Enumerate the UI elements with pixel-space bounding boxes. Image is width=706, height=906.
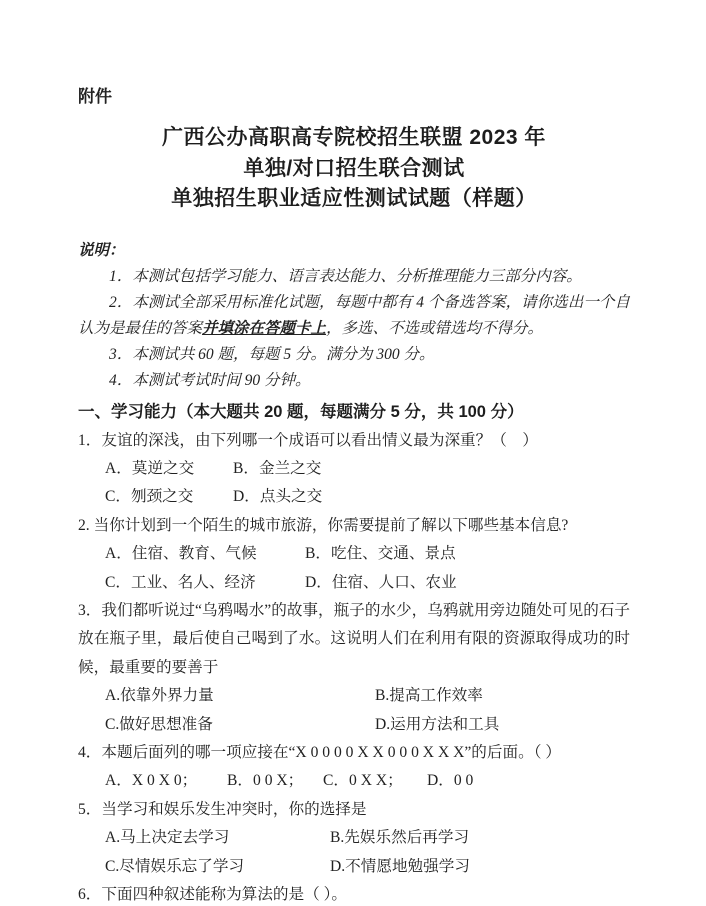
- question-4-options-row: [105, 767, 630, 795]
- question-3-options-row-1: [105, 682, 630, 710]
- question-1-option-a: A．莫逆之交: [105, 459, 195, 477]
- question-4-option-a: A．X 0 X 0；: [105, 772, 198, 790]
- instruction-item-2-emphasis: 并填涂在答题卡上: [202, 319, 327, 337]
- instructions-section: [78, 238, 630, 394]
- question-5-option-d: D.不情愿地勉强学习: [330, 857, 470, 875]
- question-1-option-d: D．点头之交: [233, 488, 323, 506]
- question-5-stem: 5．当学习和娱乐发生冲突时，你的选择是: [78, 800, 367, 818]
- question-1-option-c: C．刎颈之交: [105, 488, 194, 506]
- instructions-heading: 说明：: [78, 241, 125, 259]
- question-4: [78, 739, 630, 796]
- question-5-options-row-2: [105, 853, 630, 881]
- question-3-options-row-2: [105, 711, 630, 739]
- section-1-heading: 一、学习能力（本大题共 20 题，每题满分 5 分，共 100 分）: [78, 402, 524, 421]
- question-6-stem: 6．下面四种叙述能称为算法的是（ ）。: [78, 886, 347, 903]
- questions-list: [78, 427, 630, 906]
- question-2: [78, 512, 630, 597]
- question-3-option-b: B.提高工作效率: [375, 687, 483, 705]
- question-3-option-c: C.做好思想准备: [105, 715, 213, 733]
- question-3: [78, 597, 630, 739]
- instruction-item-2-suffix: ，多选、不选或错选均不得分。: [326, 319, 544, 337]
- instruction-item-4: 4．本测试考试时间 90 分钟。: [109, 371, 311, 389]
- question-4-option-c: C．0 X X；: [323, 772, 403, 790]
- instruction-item-3: 3．本测试共 60 题，每题 5 分。满分为 300 分。: [109, 345, 435, 363]
- question-2-options-row-1: [105, 540, 630, 568]
- question-1-options-row-2: [105, 483, 630, 511]
- question-2-option-c: C．工业、名人、经济: [105, 573, 256, 591]
- question-1: [78, 427, 630, 512]
- question-1-stem: 1．友谊的深浅，由下列哪一个成语可以看出情义最为深重？（ ）: [78, 431, 539, 449]
- question-2-stem: 2. 当你计划到一个陌生的城市旅游，你需要提前了解以下哪些基本信息?: [78, 516, 569, 534]
- question-1-options-row-1: [105, 455, 630, 483]
- question-3-option-d: D.运用方法和工具: [375, 715, 500, 733]
- question-2-option-b: B．吃住、交通、景点: [305, 545, 456, 563]
- question-1-option-b: B．金兰之交: [233, 459, 322, 477]
- title-line-3: 单独招生职业适应性测试试题（样题）: [171, 187, 537, 210]
- title-line-2: 单独/对口招生联合测试: [243, 156, 465, 180]
- question-2-option-d: D．住宿、人口、农业: [305, 573, 457, 591]
- question-6: [78, 881, 630, 906]
- question-4-stem: 4．本题后面列的哪一项应接在“X 0 0 0 0 X X 0 0 0 X X X”的后面。（ ）: [78, 743, 561, 761]
- question-5-options-row-1: [105, 824, 630, 852]
- instruction-item-2: [78, 290, 630, 342]
- question-3-option-a: A.依靠外界力量: [105, 687, 214, 705]
- question-2-option-a: A．住宿、教育、气候: [105, 545, 257, 563]
- question-5: [78, 796, 630, 881]
- question-2-options-row-2: [105, 569, 630, 597]
- question-5-option-b: B.先娱乐然后再学习: [330, 829, 470, 847]
- document-title: [78, 123, 630, 215]
- title-line-1: 广西公办高职高专院校招生联盟 2023 年: [162, 126, 546, 149]
- question-3-stem: 3．我们都听说过“乌鸦喝水”的故事，瓶子的水少，乌鸦就用旁边随处可见的石子放在瓶子里，最后使自己喝到了水。这说明人们在利用有限的资源取得成功的时候，最重要的要善于: [78, 601, 630, 676]
- attachment-label: 附件: [78, 87, 112, 106]
- instruction-item-2-prefix: 2．本测试全部采用标准化试题，每题中都有 4 个备选答案，请你选出一个自认为是最佳的答案: [78, 293, 630, 337]
- question-4-option-d: D．0 0: [427, 772, 474, 790]
- question-5-option-a: A.马上决定去学习: [105, 829, 230, 847]
- question-4-option-b: B．0 0 X；: [227, 772, 304, 790]
- instruction-item-1: 1．本测试包括学习能力、语言表达能力、分析推理能力三部分内容。: [109, 267, 582, 285]
- question-5-option-c: C.尽情娱乐忘了学习: [105, 857, 245, 875]
